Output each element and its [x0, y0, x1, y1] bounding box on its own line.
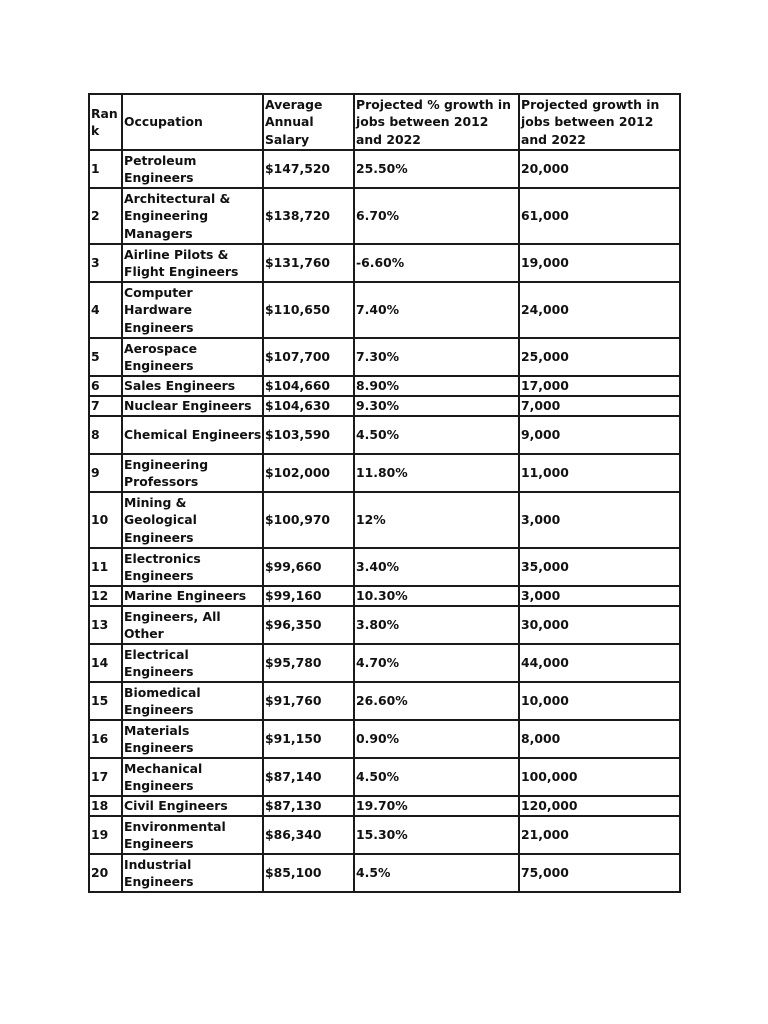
- cell-percent-growth: 12%: [354, 492, 519, 548]
- cell-salary: $104,630: [263, 396, 354, 416]
- cell-salary: $131,760: [263, 244, 354, 282]
- cell-occupation: Chemical Engineers: [122, 416, 263, 454]
- cell-percent-growth: 7.30%: [354, 338, 519, 376]
- cell-salary: $95,780: [263, 644, 354, 682]
- cell-salary: $99,160: [263, 586, 354, 606]
- cell-rank: 9: [89, 454, 122, 492]
- cell-percent-growth: 0.90%: [354, 720, 519, 758]
- cell-salary: $86,340: [263, 816, 354, 854]
- cell-occupation: Architectural & Engineering Managers: [122, 188, 263, 244]
- cell-growth: 3,000: [519, 586, 680, 606]
- cell-growth: 35,000: [519, 548, 680, 586]
- header-occupation: Occupation: [122, 94, 263, 150]
- cell-occupation: Aerospace Engineers: [122, 338, 263, 376]
- cell-salary: $87,140: [263, 758, 354, 796]
- header-salary: Average Annual Salary: [263, 94, 354, 150]
- cell-percent-growth: 4.70%: [354, 644, 519, 682]
- cell-percent-growth: 6.70%: [354, 188, 519, 244]
- table-row: [89, 682, 680, 720]
- cell-growth: 24,000: [519, 282, 680, 338]
- cell-rank: 15: [89, 682, 122, 720]
- cell-rank: 14: [89, 644, 122, 682]
- cell-growth: 25,000: [519, 338, 680, 376]
- cell-salary: $87,130: [263, 796, 354, 816]
- cell-percent-growth: 3.40%: [354, 548, 519, 586]
- cell-occupation: Petroleum Engineers: [122, 150, 263, 188]
- cell-occupation: Electronics Engineers: [122, 548, 263, 586]
- cell-rank: 13: [89, 606, 122, 644]
- cell-occupation: Civil Engineers: [122, 796, 263, 816]
- table-row: [89, 376, 680, 396]
- cell-salary: $138,720: [263, 188, 354, 244]
- cell-rank: 18: [89, 796, 122, 816]
- cell-occupation: Engineering Professors: [122, 454, 263, 492]
- cell-rank: 12: [89, 586, 122, 606]
- cell-salary: $91,760: [263, 682, 354, 720]
- table-row: [89, 796, 680, 816]
- cell-occupation: Mining & Geological Engineers: [122, 492, 263, 548]
- cell-occupation: Mechanical Engineers: [122, 758, 263, 796]
- table-row: [89, 188, 680, 244]
- cell-occupation: Biomedical Engineers: [122, 682, 263, 720]
- cell-salary: $99,660: [263, 548, 354, 586]
- cell-rank: 4: [89, 282, 122, 338]
- table-row: [89, 454, 680, 492]
- cell-salary: $91,150: [263, 720, 354, 758]
- cell-growth: 11,000: [519, 454, 680, 492]
- cell-rank: 1: [89, 150, 122, 188]
- cell-growth: 20,000: [519, 150, 680, 188]
- cell-occupation: Industrial Engineers: [122, 854, 263, 892]
- cell-salary: $103,590: [263, 416, 354, 454]
- cell-percent-growth: 4.50%: [354, 416, 519, 454]
- table-row: [89, 758, 680, 796]
- occupation-salary-table: [88, 93, 681, 893]
- cell-salary: $110,650: [263, 282, 354, 338]
- cell-occupation: Airline Pilots & Flight Engineers: [122, 244, 263, 282]
- cell-growth: 21,000: [519, 816, 680, 854]
- cell-salary: $104,660: [263, 376, 354, 396]
- cell-rank: 6: [89, 376, 122, 396]
- cell-occupation: Computer Hardware Engineers: [122, 282, 263, 338]
- cell-growth: 7,000: [519, 396, 680, 416]
- cell-growth: 100,000: [519, 758, 680, 796]
- cell-percent-growth: 15.30%: [354, 816, 519, 854]
- cell-rank: 2: [89, 188, 122, 244]
- cell-percent-growth: 9.30%: [354, 396, 519, 416]
- cell-occupation: Engineers, All Other: [122, 606, 263, 644]
- table-row: [89, 720, 680, 758]
- table-row: [89, 816, 680, 854]
- cell-rank: 7: [89, 396, 122, 416]
- table-row: [89, 492, 680, 548]
- cell-growth: 3,000: [519, 492, 680, 548]
- cell-growth: 9,000: [519, 416, 680, 454]
- cell-rank: 19: [89, 816, 122, 854]
- cell-percent-growth: 8.90%: [354, 376, 519, 396]
- cell-percent-growth: 4.5%: [354, 854, 519, 892]
- cell-rank: 10: [89, 492, 122, 548]
- cell-percent-growth: 25.50%: [354, 150, 519, 188]
- cell-percent-growth: 19.70%: [354, 796, 519, 816]
- cell-salary: $96,350: [263, 606, 354, 644]
- cell-growth: 19,000: [519, 244, 680, 282]
- cell-percent-growth: 11.80%: [354, 454, 519, 492]
- table-row: [89, 548, 680, 586]
- cell-growth: 61,000: [519, 188, 680, 244]
- cell-occupation: Environmental Engineers: [122, 816, 263, 854]
- cell-percent-growth: -6.60%: [354, 244, 519, 282]
- table-row: [89, 416, 680, 454]
- table-row: [89, 396, 680, 416]
- cell-salary: $102,000: [263, 454, 354, 492]
- cell-salary: $100,970: [263, 492, 354, 548]
- cell-growth: 120,000: [519, 796, 680, 816]
- cell-salary: $85,100: [263, 854, 354, 892]
- cell-salary: $147,520: [263, 150, 354, 188]
- table-row: [89, 644, 680, 682]
- header-rank: Rank: [89, 94, 122, 150]
- cell-growth: 10,000: [519, 682, 680, 720]
- cell-occupation: Electrical Engineers: [122, 644, 263, 682]
- table-row: [89, 282, 680, 338]
- cell-growth: 30,000: [519, 606, 680, 644]
- table-row: [89, 244, 680, 282]
- table-row: [89, 606, 680, 644]
- cell-growth: 8,000: [519, 720, 680, 758]
- table-row: [89, 338, 680, 376]
- cell-occupation: Marine Engineers: [122, 586, 263, 606]
- cell-rank: 20: [89, 854, 122, 892]
- cell-salary: $107,700: [263, 338, 354, 376]
- cell-rank: 11: [89, 548, 122, 586]
- cell-growth: 17,000: [519, 376, 680, 396]
- table-row: [89, 854, 680, 892]
- cell-occupation: Materials Engineers: [122, 720, 263, 758]
- cell-growth: 75,000: [519, 854, 680, 892]
- cell-rank: 3: [89, 244, 122, 282]
- cell-percent-growth: 3.80%: [354, 606, 519, 644]
- cell-percent-growth: 7.40%: [354, 282, 519, 338]
- cell-rank: 17: [89, 758, 122, 796]
- header-growth: Projected growth in jobs between 2012 and 2022: [519, 94, 680, 150]
- cell-growth: 44,000: [519, 644, 680, 682]
- cell-occupation: Nuclear Engineers: [122, 396, 263, 416]
- cell-rank: 16: [89, 720, 122, 758]
- cell-percent-growth: 10.30%: [354, 586, 519, 606]
- table-row: [89, 586, 680, 606]
- header-row: [89, 94, 680, 150]
- header-percent-growth: Projected % growth in jobs between 2012 and 2022: [354, 94, 519, 150]
- cell-rank: 8: [89, 416, 122, 454]
- cell-percent-growth: 26.60%: [354, 682, 519, 720]
- cell-percent-growth: 4.50%: [354, 758, 519, 796]
- cell-rank: 5: [89, 338, 122, 376]
- table-row: [89, 150, 680, 188]
- cell-occupation: Sales Engineers: [122, 376, 263, 396]
